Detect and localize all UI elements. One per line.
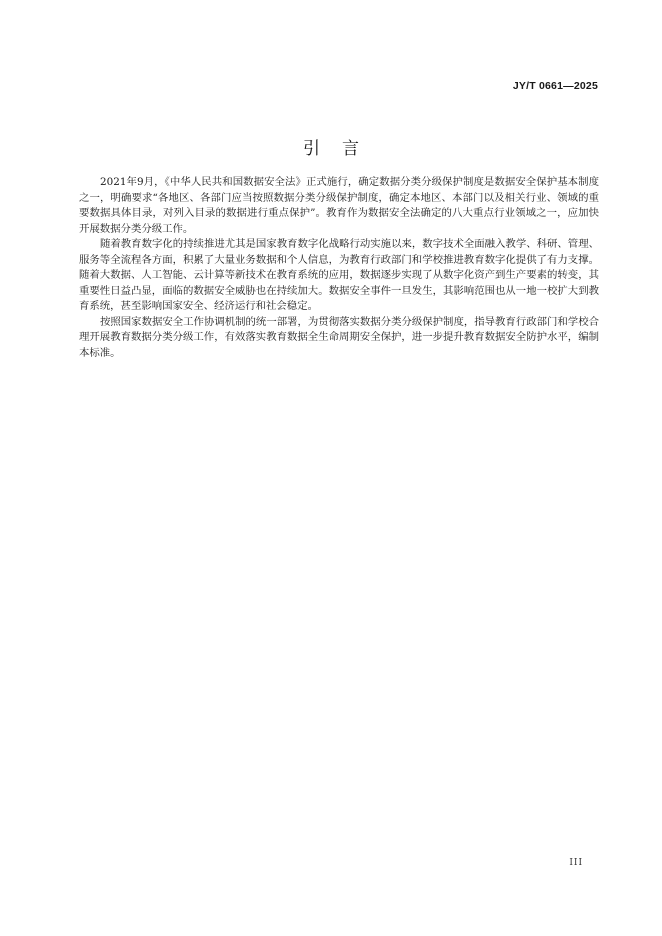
page-number: III: [569, 858, 583, 868]
paragraph: 按照国家数据安全工作协调机制的统一部署，为贯彻落实数据分类分级保护制度，指导教育行政部门和学校合理开展教育数据分类分级工作，有效落实教育数据全生命周期安全保护，进一步提升教育数据安全防护水平，编制本标准。: [79, 315, 599, 359]
body-text: [79, 175, 599, 361]
paragraph: 2021年9月，《中华人民共和国数据安全法》正式施行，确定数据分类分级保护制度是数据安全保护基本制度之一，明确要求“各地区、各部门应当按照数据分类分级保护制度，确定本地区、本部门以及相关行业、领域的重要数据具体目录，对列入目录的数据进行重点保护”。教育作为数据安全法确定的八大重点行业领域之一，应加快开展数据分类分级工作。: [79, 176, 599, 235]
document-code: JY/T 0661—2025: [512, 80, 598, 92]
section-title: 引言: [303, 139, 381, 159]
paragraph: 随着教育数字化的持续推进尤其是国家教育数字化战略行动实施以来，数字技术全面融入教学、科研、管理、服务等全流程各方面，积累了大量业务数据和个人信息，为教育行政部门和学校推进教育数字化提供了有力支撑。随着大数据、人工智能、云计算等新技术在教育系统的应用，数据逐步实现了从数字化资产到生产要素的转变，其重要性日益凸显，面临的数据安全威胁也在持续加大。数据安全事件一旦发生，其影响范围也从一地一校扩大到教育系统，甚至影响国家安全、经济运行和社会稳定。: [79, 238, 599, 312]
